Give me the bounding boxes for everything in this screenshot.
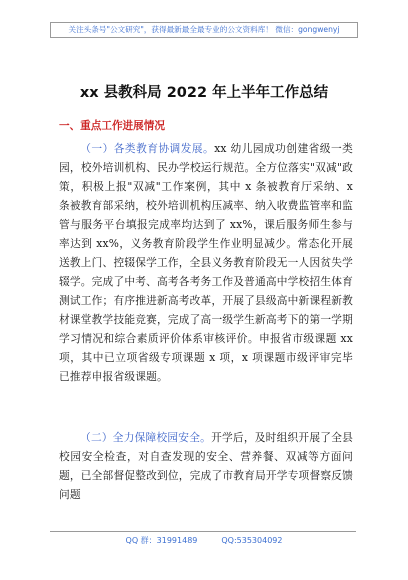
header-banner: 关注头条号"公文研究"，获得最新最全最专业的公文资料库！ 微信：gongwenyj [50, 22, 358, 38]
section-heading: 一、重点工作进展情况 [59, 120, 165, 132]
document-title: xx 县教科局 2022 年上半年工作总结 [79, 85, 329, 101]
paragraph-2-subheading: （二）全力保障校园安全。 [80, 431, 212, 444]
paragraph-1 [59, 139, 353, 386]
paragraph-1-text: xx 幼儿园成功创建省级一类园，校外培训机构、民办学校运行规范。全方位落实"双减"政策，积极上报"双减"工作案例，其中 x 条被教育厅采纳、x 条被教育部采纳，校外培训机构压减率、纳入收费监管率和监管与服务平台填报完成率均达到了 xx%，课后服务师生参与率达到 xx%，义务教育阶段学生作业明显减少。常态化开展送教上门、控辍保学工作，全县义务教育阶段无一人因贫失学辍学。完成了中考、高考各考务工作及普通高中学校招生体育测试工作；有序推进新高考改革，开展了县级高中新课程新教材课堂教学技能竞赛，完成了高一级学生新高考下的第一学期学习情况和综合素质评价体系审核评价。申报省市级课题 xx 项，其中已立项省级专项课题 x 项，x 项课题市级评审完毕已推荐申报省级课题。 [59, 142, 353, 383]
paragraph-1-subheading: （一）各类教育协调发展。 [80, 142, 215, 155]
footer-qq-number: QQ:535304092 [221, 536, 283, 545]
paragraph-2-text: 开学后，及时组织开展了全县校园安全检查，对自查发现的安全、营养餐、双减等方面问题，已全部督促整改到位，完成了市教育局开学专项督察反馈问题 [59, 431, 353, 501]
paragraph-2 [59, 428, 353, 510]
footer-divider [50, 531, 356, 532]
footer-qq-group: QQ 群：31991489 [125, 536, 198, 545]
footer [0, 535, 408, 546]
